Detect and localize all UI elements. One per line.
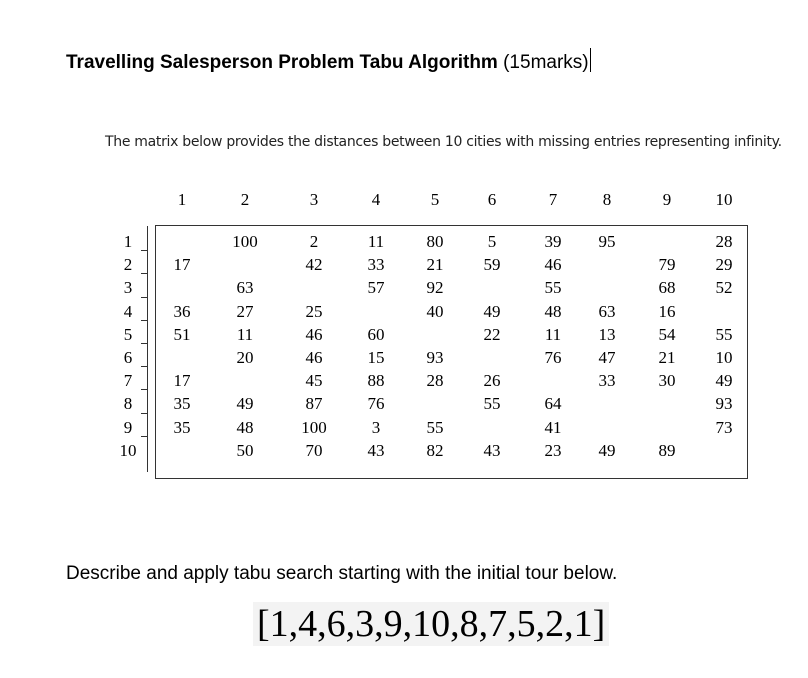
matrix-cell: 39 — [544, 232, 562, 251]
matrix-cell: 82 — [426, 440, 444, 460]
column-header: 1 — [177, 190, 187, 209]
column-header: 10 — [715, 190, 733, 209]
row-header: 3 — [123, 278, 133, 298]
matrix-cell: 64 — [544, 394, 562, 414]
matrix-cell: 93 — [426, 348, 444, 367]
matrix-cell: 49 — [715, 371, 733, 391]
matrix-cell: 63 — [236, 278, 254, 298]
matrix-cell: 41 — [544, 417, 562, 437]
row-header: 8 — [123, 394, 133, 414]
matrix-cell: 17 — [173, 255, 191, 275]
matrix-cell: 17 — [173, 371, 191, 391]
row-header: 6 — [123, 348, 133, 367]
column-header: 2 — [240, 190, 250, 209]
matrix-cell: 48 — [236, 417, 254, 437]
matrix-cell: 16 — [658, 301, 676, 321]
matrix-cell: 43 — [483, 440, 501, 460]
matrix-cell: 10 — [715, 348, 733, 367]
matrix-cell: 15 — [367, 348, 385, 367]
matrix-cell: 95 — [598, 232, 616, 251]
matrix-cell: 46 — [305, 324, 323, 344]
matrix-cell: 46 — [305, 348, 323, 367]
column-header: 9 — [662, 190, 672, 209]
column-header: 5 — [430, 190, 440, 209]
matrix-cell: 25 — [305, 301, 323, 321]
column-header: 6 — [487, 190, 497, 209]
matrix-cell: 80 — [426, 232, 444, 251]
matrix-cell: 42 — [305, 255, 323, 275]
matrix-cell: 55 — [426, 417, 444, 437]
matrix-cell: 73 — [715, 417, 733, 437]
matrix-cell: 2 — [309, 232, 319, 251]
title-bold: Travelling Salesperson Problem Tabu Algorithm — [66, 52, 498, 73]
row-header: 2 — [123, 255, 133, 275]
matrix-cell: 100 — [232, 232, 258, 251]
row-header: 7 — [123, 371, 133, 391]
matrix-cell: 35 — [173, 417, 191, 437]
title-marks: (15marks) — [497, 52, 589, 73]
text-cursor — [590, 48, 591, 72]
initial-tour: [1,4,6,3,9,10,8,7,5,2,1] — [253, 602, 609, 646]
matrix-cell: 52 — [715, 278, 733, 298]
matrix-cell: 36 — [173, 301, 191, 321]
matrix-cell: 26 — [483, 371, 501, 391]
matrix-cell: 47 — [598, 348, 616, 367]
matrix-cell: 70 — [305, 440, 323, 460]
matrix-cell: 79 — [658, 255, 676, 275]
matrix-cell: 43 — [367, 440, 385, 460]
matrix-cell: 23 — [544, 440, 562, 460]
matrix-cell: 59 — [483, 255, 501, 275]
matrix-cell: 57 — [367, 278, 385, 298]
row-header: 9 — [123, 417, 133, 437]
column-header: 4 — [371, 190, 381, 209]
matrix-cell: 22 — [483, 324, 501, 344]
matrix-cell: 50 — [236, 440, 254, 460]
matrix-cell: 33 — [598, 371, 616, 391]
matrix-cell: 88 — [367, 371, 385, 391]
matrix-cell: 49 — [598, 440, 616, 460]
matrix-cell: 11 — [367, 232, 385, 251]
matrix-cell: 5 — [487, 232, 497, 251]
matrix-cell: 33 — [367, 255, 385, 275]
question-title — [66, 48, 591, 74]
matrix-cell: 92 — [426, 278, 444, 298]
matrix-cell: 21 — [426, 255, 444, 275]
matrix-cell: 55 — [483, 394, 501, 414]
matrix-cell: 49 — [483, 301, 501, 321]
instruction-text: Describe and apply tabu search starting with the initial tour below. — [66, 563, 618, 584]
matrix-description: The matrix below provides the distances between 10 cities with missing entries representing infinity. — [105, 134, 782, 150]
matrix-cell: 29 — [715, 255, 733, 275]
matrix-cell: 11 — [544, 324, 562, 344]
matrix-cell: 40 — [426, 301, 444, 321]
column-header: 8 — [602, 190, 612, 209]
matrix-cell: 55 — [715, 324, 733, 344]
matrix-cell: 89 — [658, 440, 676, 460]
matrix-cell: 35 — [173, 394, 191, 414]
matrix-cell: 30 — [658, 371, 676, 391]
row-header: 4 — [123, 301, 133, 321]
matrix-cell: 49 — [236, 394, 254, 414]
matrix-cell: 27 — [236, 301, 254, 321]
matrix-cell: 46 — [544, 255, 562, 275]
matrix-cell: 55 — [544, 278, 562, 298]
matrix-cell: 54 — [658, 324, 676, 344]
matrix-cell: 3 — [371, 417, 381, 437]
matrix-cell: 45 — [305, 371, 323, 391]
row-header: 5 — [123, 324, 133, 344]
matrix-cell: 63 — [598, 301, 616, 321]
matrix-cell: 76 — [544, 348, 562, 367]
matrix-cell: 68 — [658, 278, 676, 298]
matrix-cell: 76 — [367, 394, 385, 414]
matrix-cell: 51 — [173, 324, 191, 344]
matrix-cell: 87 — [305, 394, 323, 414]
matrix-cell: 93 — [715, 394, 733, 414]
matrix-cell: 13 — [598, 324, 616, 344]
matrix-cell: 21 — [658, 348, 676, 367]
matrix-cell: 60 — [367, 324, 385, 344]
matrix-cell: 28 — [426, 371, 444, 391]
column-header: 7 — [548, 190, 558, 209]
matrix-cell: 20 — [236, 348, 254, 367]
row-header: 1 — [123, 232, 133, 251]
column-header: 3 — [309, 190, 319, 209]
matrix-cell: 11 — [236, 324, 254, 344]
matrix-cell: 100 — [301, 417, 327, 437]
row-header: 10 — [119, 440, 137, 460]
matrix-cell: 48 — [544, 301, 562, 321]
matrix-cell: 28 — [715, 232, 733, 251]
